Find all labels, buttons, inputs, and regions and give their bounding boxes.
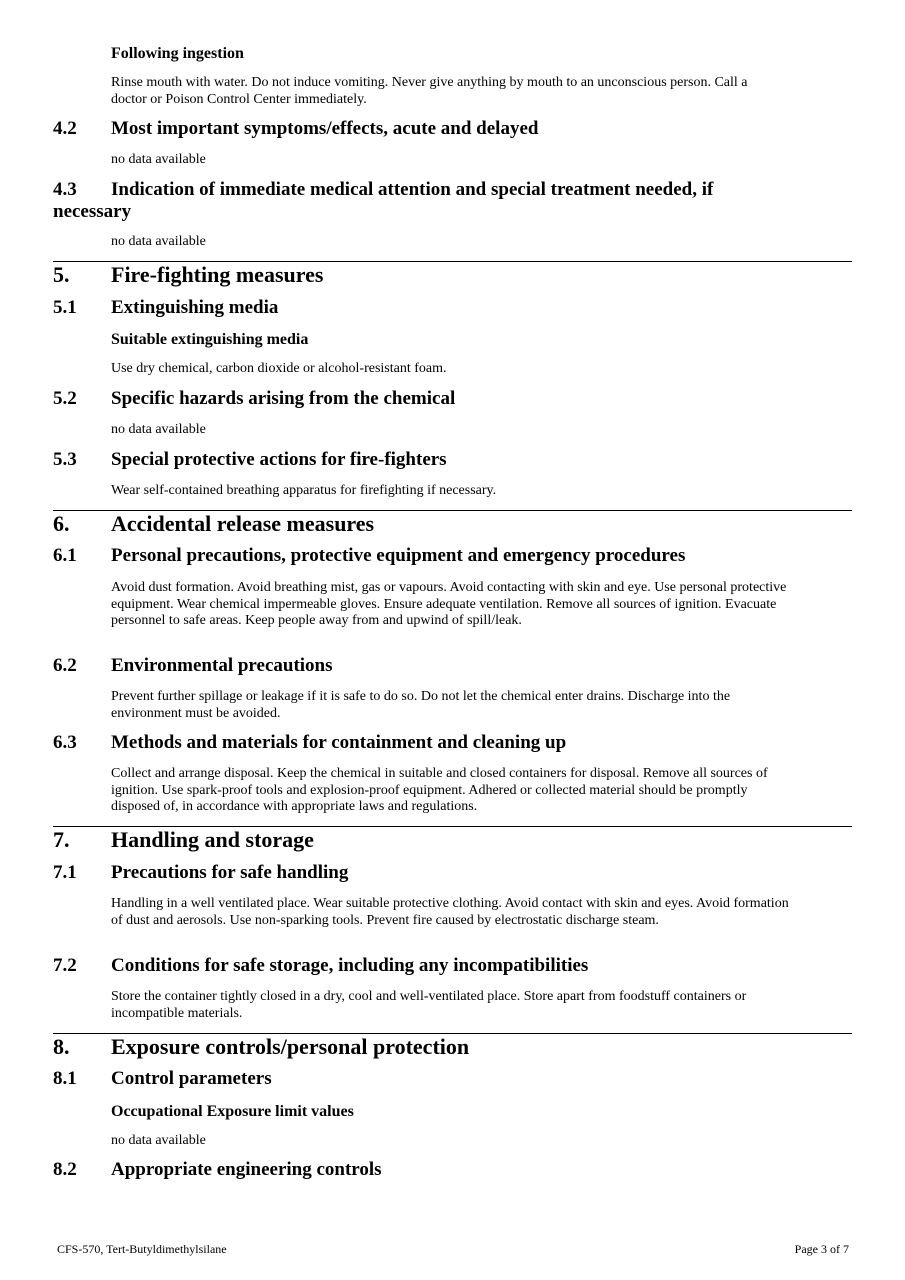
heading-6-3 [53,732,566,754]
heading-title: Precautions for safe handling [111,862,349,883]
heading-number: 5.1 [53,297,77,318]
heading-8-1 [53,1068,272,1090]
heading-number: 7.2 [53,955,77,976]
heading-number: 8.1 [53,1068,77,1089]
section-number: 8. [53,1034,70,1059]
s81-sub-label: Occupational Exposure limit values [111,1103,354,1120]
section-8-title [53,1034,469,1060]
heading-title: Most important symptoms/effects, acute and delayed [111,118,539,139]
s52-text: no data available [111,422,206,437]
heading-number: 6.3 [53,732,77,753]
section-6-title [53,511,374,537]
heading-title: Methods and materials for containment and cleaning up [111,732,567,753]
heading-title: Extinguishing media [111,297,279,318]
heading-5-2 [53,388,455,410]
heading-number: 4.2 [53,118,77,139]
s51-sub-label: Suitable extinguishing media [111,331,309,348]
heading-number: 6.2 [53,655,77,676]
s51-text: Use dry chemical, carbon dioxide or alcohol-resistant foam. [111,361,447,376]
heading-number: 7.1 [53,862,77,883]
heading-title: Conditions for safe storage, including any incompatibilities [111,955,589,976]
heading-7-2 [53,955,588,977]
s72-text: Store the container tightly closed in a dry, cool and well-ventilated place. Store apart from foodstuff containers or incompatible materials. [111,989,747,1021]
heading-title: Specific hazards arising from the chemical [111,388,456,409]
heading-number: 8.2 [53,1159,77,1180]
section-7-title [53,827,314,853]
s42-text: no data available [111,152,206,167]
s62-text: Prevent further spillage or leakage if it is safe to do so. Do not let the chemical enter drains. Discharge into the environment must be avoided. [111,689,731,721]
s61-text: Avoid dust formation. Avoid breathing mist, gas or vapours. Avoid contacting with skin and eye. Use personal protective equipment. Wear chemical impermeable gloves. Ensure adequate ventilation. Remove all sources of ignition. Evacuate personnel to safe areas. Keep people away from and upwind of spill/leak. [111,580,787,628]
heading-number: 5.3 [53,449,77,470]
heading-5-3 [53,449,447,471]
footer-page-number: Page 3 of 7 [794,1242,849,1256]
s53-text: Wear self-contained breathing apparatus for firefighting if necessary. [111,483,497,498]
s81-text: no data available [111,1133,206,1148]
section-number: 6. [53,511,70,536]
heading-title: Special protective actions for fire-fighters [111,449,447,470]
heading-8-2 [53,1159,382,1181]
section-5-title [53,262,323,288]
footer-doc-id: CFS-570, Tert-Butyldimethylsilane [57,1242,227,1256]
heading-7-1 [53,862,348,884]
section-number: 7. [53,827,70,852]
section-title: Fire-fighting measures [111,262,324,287]
section-title: Exposure controls/personal protection [111,1034,470,1059]
heading-title: Indication of immediate medical attention and special treatment needed, if [111,179,714,200]
heading-5-1 [53,297,278,319]
s71-text: Handling in a well ventilated place. Wear suitable protective clothing. Avoid contact with skin and eyes. Avoid formation of dust and aerosols. Use non-sparking tools. Prevent fire caused by electrostatic discharge steam. [111,896,789,928]
heading-6-2 [53,655,333,677]
heading-title: Personal precautions, protective equipment and emergency procedures [111,545,686,566]
heading-number: 4.3 [53,179,77,200]
heading-4-2 [53,118,538,140]
ingestion-text: Rinse mouth with water. Do not induce vomiting. Never give anything by mouth to an unconscious person. Call a doctor or Poison Control Center immediately. [111,75,748,107]
s43-text: no data available [111,234,206,249]
heading-title: Appropriate engineering controls [111,1159,382,1180]
heading-4-3-continued: necessary [53,201,132,222]
s63-text: Collect and arrange disposal. Keep the chemical in suitable and closed containers for disposal. Remove all sources of ignition. Use spark-proof tools and explosion-proof equipment. Adhered or collected material should be promptly disposed of, in accordance with appropriate laws and regulations. [111,766,768,814]
ingestion-label: Following ingestion [111,45,244,62]
section-title: Handling and storage [111,827,314,852]
section-title: Accidental release measures [111,511,375,536]
heading-number: 5.2 [53,388,77,409]
heading-6-1 [53,545,685,567]
heading-4-3 [53,179,713,201]
heading-number: 6.1 [53,545,77,566]
heading-title: Environmental precautions [111,655,333,676]
section-number: 5. [53,262,70,287]
heading-title: Control parameters [111,1068,272,1089]
